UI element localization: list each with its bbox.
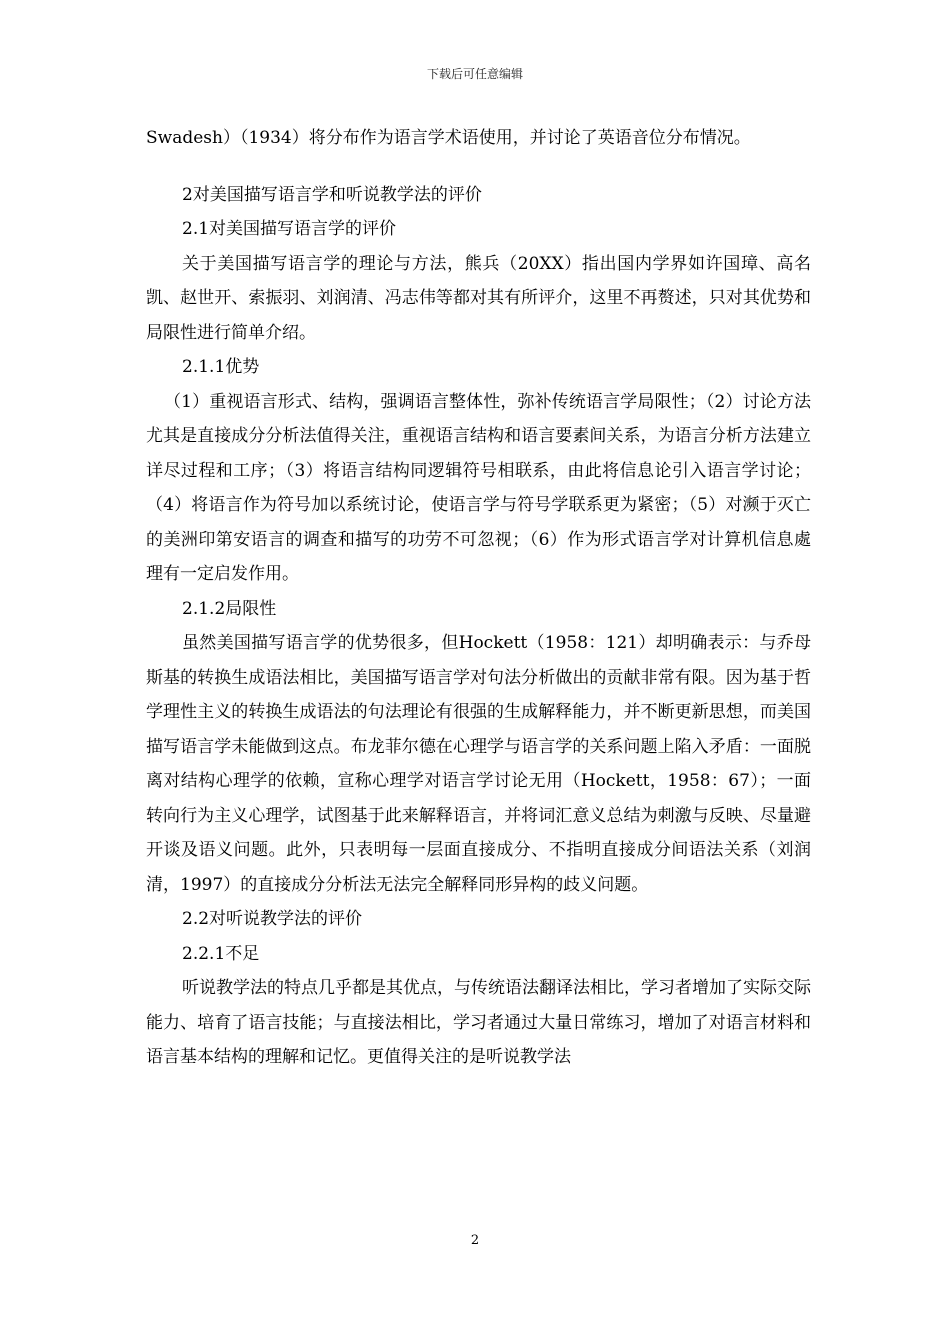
paragraph-advantages: （1）重视语言形式、结构，强调语言整体性，弥补传统语言学局限性；（2）讨论方法尤其是直接成分分析法值得关注，重视语言结构和语言要素间关系，为语言分析方法建立详尽过程和工序；（3）将语言结构同逻辑符号相联系，由此将信息论引入语言学讨论；（4）将语言作为符号加以系统讨论，使语言学与符号学联系更为紧密；（5）对濒于灭亡的美洲印第安语言的调查和描写的功劳不可忽视；（6）作为形式语言学对计算机信息處理有一定启发作用。 [146, 391, 811, 584]
paragraph-shortcomings: 听说教学法的特点几乎都是其优点，与传统语法翻译法相比，学习者增加了实际交际能力、培育了语言技能；与直接法相比，学习者通过大量日常练习，增加了对语言材料和语言基本结构的理解和记忆。更值得关注的是听说教学法 [146, 978, 811, 1067]
document-body [146, 121, 811, 1075]
paragraph-continuation: Swadesh）（1934）将分布作为语言学术语使用，并讨论了英语音位分布情况。 [146, 128, 751, 148]
page-number: 2 [470, 1233, 480, 1248]
section-heading-2-1-1: 2.1.1优势 [182, 357, 260, 377]
paragraph-intro: 关于美国描写语言学的理论与方法，熊兵（20XX）指出国内学界如许国璋、高名凯、赵世开、索振羽、刘润清、冯志伟等都对其有所评介，这里不再赘述，只对其优势和局限性进行简单介绍。 [146, 253, 811, 343]
section-heading-2-2-1: 2.2.1不足 [182, 943, 260, 964]
section-heading-2-1: 2.1对美国描写语言学的评价 [182, 219, 397, 239]
paragraph-limitations: 虽然美国描写语言学的优势很多，但Hockett（1958：121）却明确表示：与乔母斯基的转换生成语法相比，美国描写语言学对句法分析做出的贡献非常有限。因为基于哲学理性主义的转换生成语法的句法理论有很强的生成解释能力，并不断更新思想，而美国描写语言学未能做到这点。布龙菲尔德在心理学与语言学的关系问题上陷入矛盾：一面脱离对结构心理学的依赖，宣称心理学对语言学讨论无用（Hockett，1958：67）；一面转向行为主义心理学，试图基于此来解释语言，并将词汇意义总结为刺激与反映、尽量避开谈及语义问题。此外，只表明每一层面直接成分、不指明直接成分间语法关系（刘润清，1997）的直接成分分析法无法完全解释同形异构的歧义问题。 [146, 633, 812, 895]
section-heading-2-1-2: 2.1.2局限性 [182, 598, 277, 619]
paragraph-gap [146, 156, 811, 178]
section-heading-2: 2对美国描写语言学和听说教学法的评价 [182, 184, 482, 205]
section-heading-2-2: 2.2对听说教学法的评价 [182, 909, 363, 929]
running-header: 下载后可任意编辑 [426, 67, 523, 81]
